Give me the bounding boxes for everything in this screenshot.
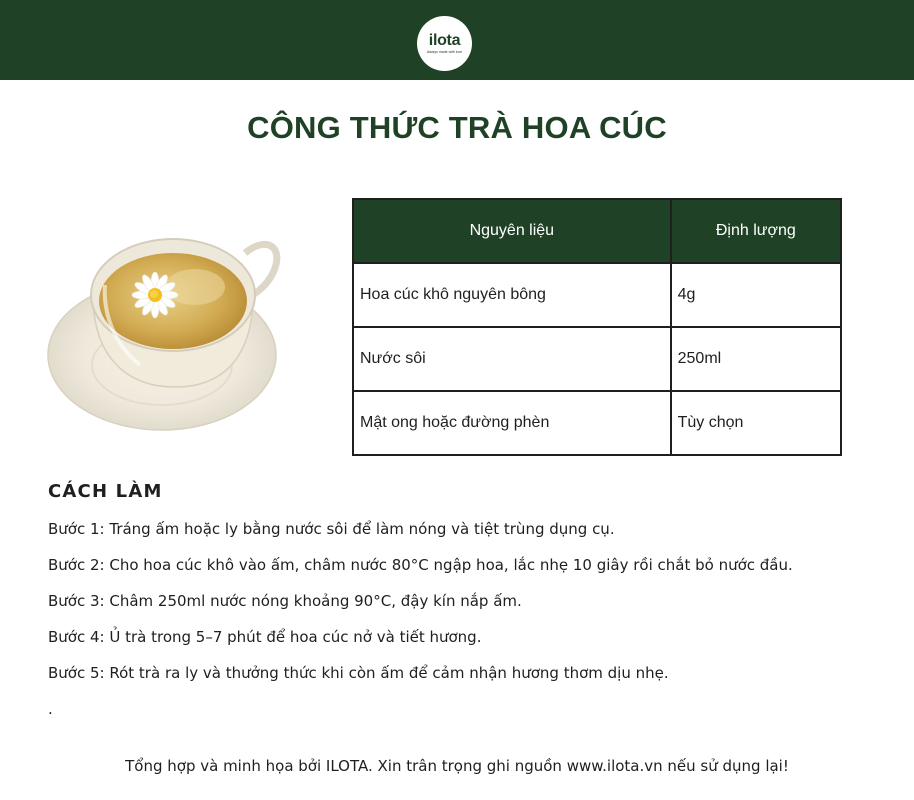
page-title: CÔNG THỨC TRÀ HOA CÚC bbox=[247, 110, 667, 145]
footer-credit: Tổng hợp và minh họa bởi ILOTA. Xin trân trọng ghi nguồn www.ilota.vn nếu sử dụng lại! bbox=[125, 757, 789, 775]
method-step: Bước 4: Ủ trà trong 5–7 phút để hoa cúc nở và tiết hương. bbox=[48, 628, 482, 646]
method-step: Bước 3: Châm 250ml nước nóng khoảng 90°C, đậy kín nắp ấm. bbox=[48, 592, 522, 610]
header-bar bbox=[0, 0, 914, 80]
method-title: CÁCH LÀM bbox=[48, 481, 163, 502]
ingredients-table bbox=[352, 198, 842, 456]
quantity-cell: Tùy chọn bbox=[671, 391, 841, 455]
chamomile-tea-cup-image bbox=[45, 215, 285, 440]
ilota-logo[interactable] bbox=[417, 16, 472, 71]
ingredient-cell: Mật ong hoặc đường phèn bbox=[353, 391, 671, 455]
table-row bbox=[353, 263, 841, 327]
quantity-cell: 4g bbox=[671, 263, 841, 327]
ingredient-cell: Nước sôi bbox=[353, 327, 671, 391]
method-step: Bước 2: Cho hoa cúc khô vào ấm, châm nước 80°C ngập hoa, lắc nhẹ 10 giây rồi chắt bỏ nước đầu. bbox=[48, 556, 793, 574]
table-header-row bbox=[353, 199, 841, 263]
trailing-mark: . bbox=[48, 700, 53, 718]
table-row bbox=[353, 327, 841, 391]
table-row bbox=[353, 391, 841, 455]
method-step: Bước 5: Rót trà ra ly và thưởng thức khi còn ấm để cảm nhận hương thơm dịu nhẹ. bbox=[48, 664, 669, 682]
logo-tagline: Always made with love bbox=[426, 49, 463, 54]
quantity-cell: 250ml bbox=[671, 327, 841, 391]
header-quantity: Định lượng bbox=[671, 199, 841, 263]
logo-wordmark: ilota bbox=[428, 31, 461, 49]
method-step: Bước 1: Tráng ấm hoặc ly bằng nước sôi để làm nóng và tiệt trùng dụng cụ. bbox=[48, 520, 615, 538]
header-ingredient: Nguyên liệu bbox=[353, 199, 671, 263]
method-section bbox=[48, 481, 888, 718]
ingredient-cell: Hoa cúc khô nguyên bông bbox=[353, 263, 671, 327]
